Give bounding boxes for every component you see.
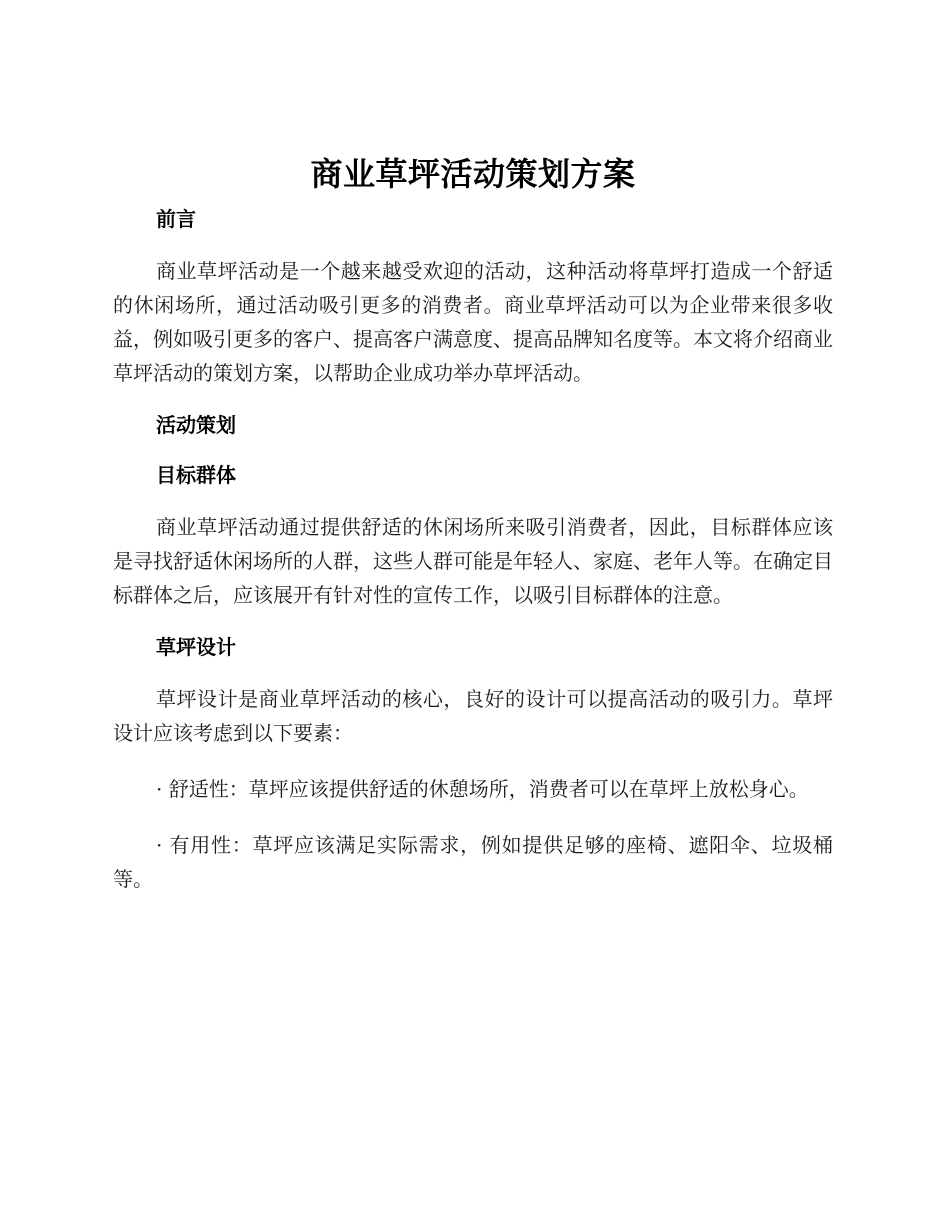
heading-preface: 前言	[156, 207, 196, 231]
heading-lawn-design: 草坪设计	[156, 635, 236, 659]
paragraph-target-group: 商业草坪活动通过提供舒适的休闲场所来吸引消费者，因此，目标群体应该是寻找舒适休闲场所的人群，这些人群可能是年轻人、家庭、老年人等。在确定目标群体之后，应该展开有针对性的宣传工作，以吸引目标群体的注意。	[113, 515, 833, 607]
list-item-usefulness: · 有用性：草坪应该满足实际需求，例如提供足够的座椅、遮阳伞、垃圾桶等。	[113, 833, 833, 891]
document-body	[113, 148, 833, 896]
document-title: 商业草坪活动策划方案	[310, 155, 636, 193]
list-item-comfort: · 舒适性：草坪应该提供舒适的休憩场所，消费者可以在草坪上放松身心。	[156, 777, 809, 801]
paragraph-preface: 商业草坪活动是一个越来越受欢迎的活动，这种活动将草坪打造成一个舒适的休闲场所，通过活动吸引更多的消费者。商业草坪活动可以为企业带来很多收益，例如吸引更多的客户、提高客户满意度、提高品牌知名度等。本文将介绍商业草坪活动的策划方案，以帮助企业成功举办草坪活动。	[113, 259, 833, 385]
paragraph-lawn-design: 草坪设计是商业草坪活动的核心，良好的设计可以提高活动的吸引力。草坪设计应该考虑到以下要素：	[113, 687, 833, 745]
heading-target-group: 目标群体	[156, 463, 236, 487]
heading-activity-planning: 活动策划	[156, 413, 236, 437]
